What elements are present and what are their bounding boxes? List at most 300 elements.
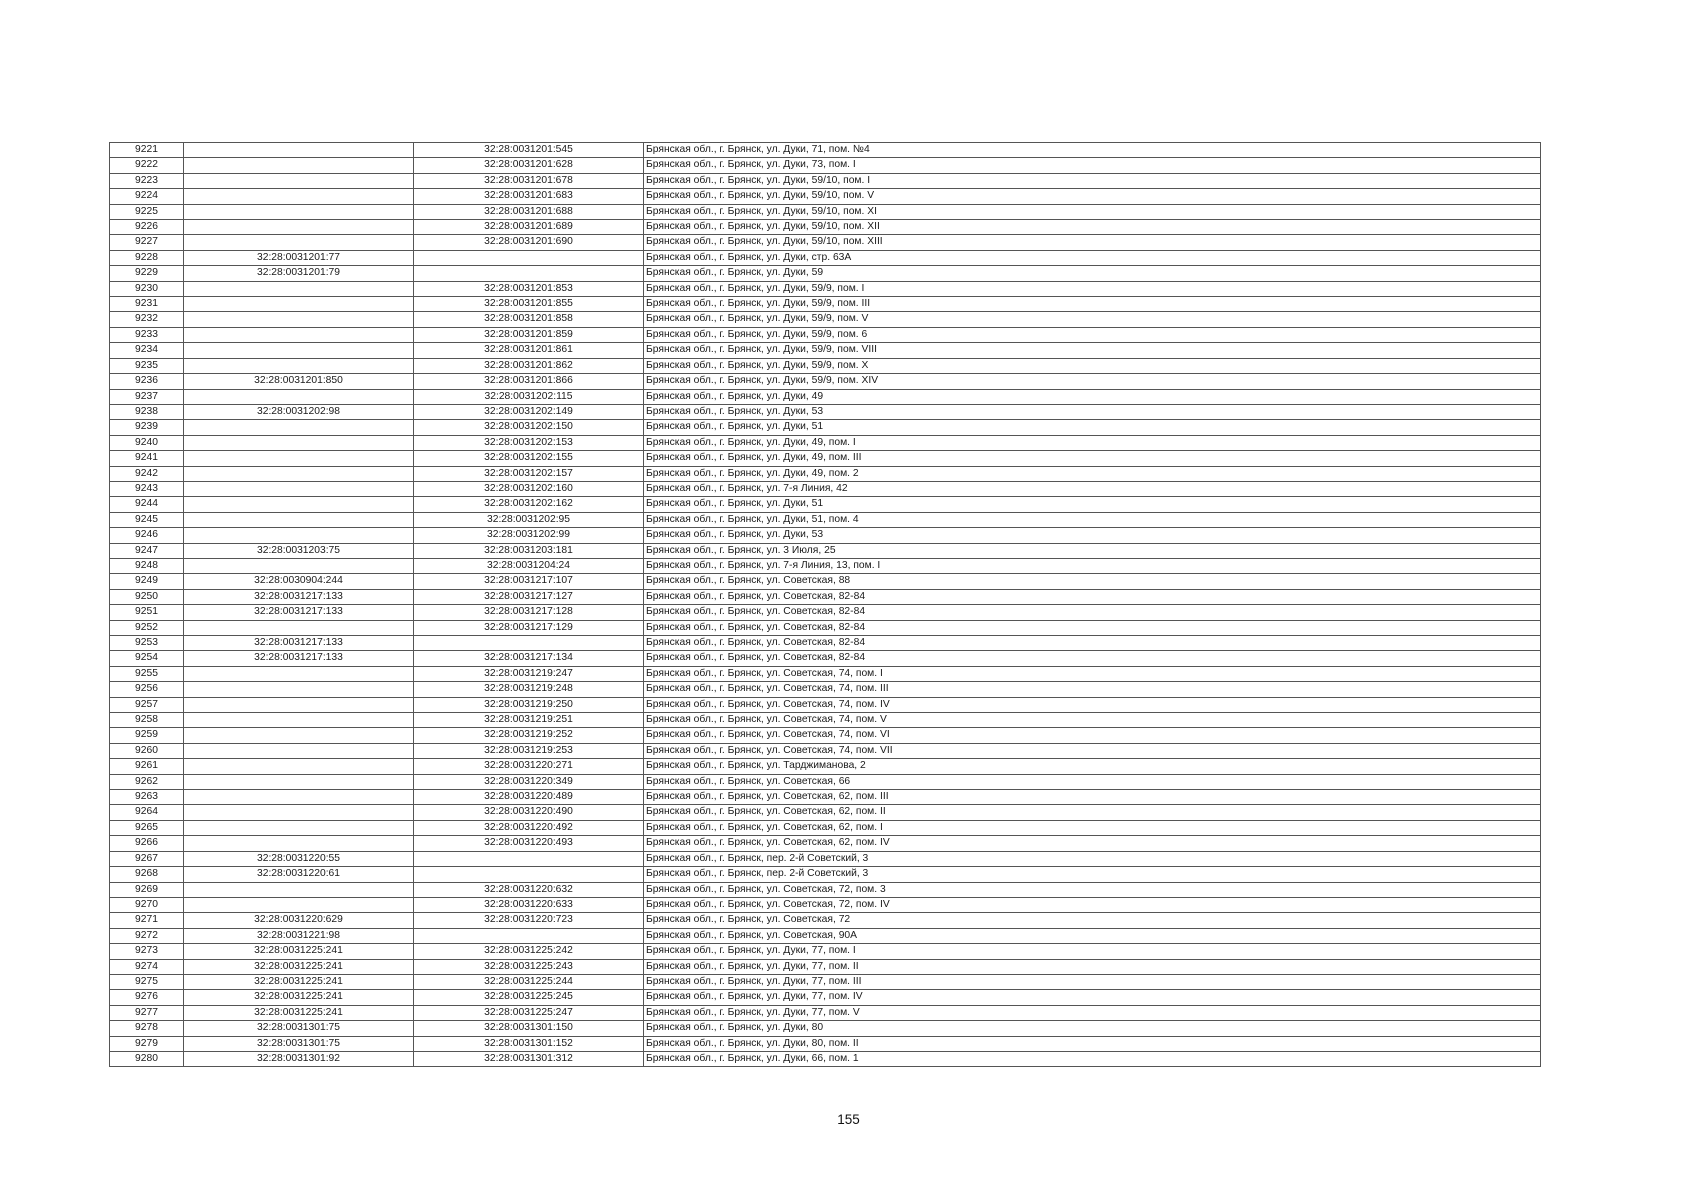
address-cell: Брянская обл., г. Брянск, ул. Дуки, 59/9, пом. 6 bbox=[644, 327, 1541, 342]
cadastral-number-cell bbox=[184, 158, 414, 173]
table-row bbox=[110, 713, 1541, 728]
cadastral-number-cell: 32:28:0031201:850 bbox=[184, 374, 414, 389]
row-number-cell: 9274 bbox=[110, 959, 184, 974]
cadastral-number-cell: 32:28:0031201:77 bbox=[184, 250, 414, 265]
premises-cadastral-number-cell: 32:28:0031202:155 bbox=[414, 451, 644, 466]
premises-cadastral-number-cell: 32:28:0031202:149 bbox=[414, 404, 644, 419]
table-row bbox=[110, 851, 1541, 866]
address-cell: Брянская обл., г. Брянск, ул. Дуки, 77, пом. III bbox=[644, 974, 1541, 989]
row-number-cell: 9277 bbox=[110, 1005, 184, 1020]
premises-cadastral-number-cell: 32:28:0031202:153 bbox=[414, 435, 644, 450]
cadastral-number-cell bbox=[184, 497, 414, 512]
row-number-cell: 9242 bbox=[110, 466, 184, 481]
row-number-cell: 9232 bbox=[110, 312, 184, 327]
premises-cadastral-number-cell: 32:28:0031225:243 bbox=[414, 959, 644, 974]
address-cell: Брянская обл., г. Брянск, ул. Советская, 66 bbox=[644, 774, 1541, 789]
row-number-cell: 9233 bbox=[110, 327, 184, 342]
table-row bbox=[110, 558, 1541, 573]
premises-cadastral-number-cell: 32:28:0031225:244 bbox=[414, 974, 644, 989]
premises-cadastral-number-cell: 32:28:0031201:858 bbox=[414, 312, 644, 327]
premises-cadastral-number-cell: 32:28:0031202:160 bbox=[414, 481, 644, 496]
premises-cadastral-number-cell: 32:28:0031201:628 bbox=[414, 158, 644, 173]
row-number-cell: 9248 bbox=[110, 558, 184, 573]
address-cell: Брянская обл., г. Брянск, ул. Дуки, 59/9, пом. III bbox=[644, 297, 1541, 312]
address-cell: Брянская обл., г. Брянск, ул. Советская, 82-84 bbox=[644, 620, 1541, 635]
premises-cadastral-number-cell: 32:28:0031201:690 bbox=[414, 235, 644, 250]
premises-cadastral-number-cell: 32:28:0031217:129 bbox=[414, 620, 644, 635]
row-number-cell: 9229 bbox=[110, 266, 184, 281]
cadastral-number-cell bbox=[184, 836, 414, 851]
row-number-cell: 9250 bbox=[110, 589, 184, 604]
premises-cadastral-number-cell: 32:28:0031219:251 bbox=[414, 713, 644, 728]
row-number-cell: 9235 bbox=[110, 358, 184, 373]
cadastral-number-cell: 32:28:0031225:241 bbox=[184, 1005, 414, 1020]
cadastral-number-cell bbox=[184, 312, 414, 327]
premises-cadastral-number-cell: 32:28:0031301:152 bbox=[414, 1036, 644, 1051]
address-cell: Брянская обл., г. Брянск, ул. Советская, 74, пом. VII bbox=[644, 743, 1541, 758]
page-number: 155 bbox=[837, 1112, 860, 1127]
row-number-cell: 9243 bbox=[110, 481, 184, 496]
registry-table-body bbox=[110, 143, 1541, 1067]
row-number-cell: 9279 bbox=[110, 1036, 184, 1051]
cadastral-number-cell bbox=[184, 173, 414, 188]
table-row bbox=[110, 250, 1541, 265]
address-cell: Брянская обл., г. Брянск, ул. Дуки, 77, пом. II bbox=[644, 959, 1541, 974]
address-cell: Брянская обл., г. Брянск, ул. Дуки, 59/9, пом. I bbox=[644, 281, 1541, 296]
table-row bbox=[110, 374, 1541, 389]
premises-cadastral-number-cell: 32:28:0031201:855 bbox=[414, 297, 644, 312]
cadastral-number-cell bbox=[184, 481, 414, 496]
premises-cadastral-number-cell bbox=[414, 250, 644, 265]
cadastral-number-cell bbox=[184, 728, 414, 743]
table-row bbox=[110, 235, 1541, 250]
table-row bbox=[110, 728, 1541, 743]
cadastral-number-cell bbox=[184, 790, 414, 805]
row-number-cell: 9226 bbox=[110, 220, 184, 235]
cadastral-number-cell bbox=[184, 235, 414, 250]
address-cell: Брянская обл., г. Брянск, ул. Дуки, 59/9, пом. X bbox=[644, 358, 1541, 373]
premises-cadastral-number-cell: 32:28:0031201:853 bbox=[414, 281, 644, 296]
cadastral-number-cell bbox=[184, 343, 414, 358]
premises-cadastral-number-cell: 32:28:0031225:242 bbox=[414, 944, 644, 959]
table-row bbox=[110, 790, 1541, 805]
table-row bbox=[110, 327, 1541, 342]
table-row bbox=[110, 820, 1541, 835]
table-row bbox=[110, 497, 1541, 512]
table-row bbox=[110, 1021, 1541, 1036]
row-number-cell: 9268 bbox=[110, 867, 184, 882]
row-number-cell: 9270 bbox=[110, 897, 184, 912]
row-number-cell: 9255 bbox=[110, 666, 184, 681]
address-cell: Брянская обл., г. Брянск, ул. 3 Июля, 25 bbox=[644, 543, 1541, 558]
cadastral-number-cell bbox=[184, 666, 414, 681]
address-cell: Брянская обл., г. Брянск, пер. 2-й Советский, 3 bbox=[644, 851, 1541, 866]
address-cell: Брянская обл., г. Брянск, ул. Дуки, 77, пом. V bbox=[644, 1005, 1541, 1020]
premises-cadastral-number-cell bbox=[414, 867, 644, 882]
row-number-cell: 9224 bbox=[110, 189, 184, 204]
row-number-cell: 9228 bbox=[110, 250, 184, 265]
cadastral-number-cell bbox=[184, 143, 414, 158]
table-row bbox=[110, 574, 1541, 589]
table-row bbox=[110, 435, 1541, 450]
premises-cadastral-number-cell: 32:28:0031217:107 bbox=[414, 574, 644, 589]
table-row bbox=[110, 682, 1541, 697]
address-cell: Брянская обл., г. Брянск, ул. Дуки, 49, пом. I bbox=[644, 435, 1541, 450]
address-cell: Брянская обл., г. Брянск, ул. Дуки, стр. 63А bbox=[644, 250, 1541, 265]
table-row bbox=[110, 836, 1541, 851]
cadastral-number-cell: 32:28:0031301:75 bbox=[184, 1021, 414, 1036]
row-number-cell: 9271 bbox=[110, 913, 184, 928]
table-row bbox=[110, 389, 1541, 404]
cadastral-number-cell: 32:28:0031202:98 bbox=[184, 404, 414, 419]
row-number-cell: 9246 bbox=[110, 528, 184, 543]
cadastral-number-cell bbox=[184, 420, 414, 435]
premises-cadastral-number-cell: 32:28:0031301:150 bbox=[414, 1021, 644, 1036]
premises-cadastral-number-cell: 32:28:0031203:181 bbox=[414, 543, 644, 558]
cadastral-number-cell bbox=[184, 713, 414, 728]
table-row bbox=[110, 1036, 1541, 1051]
address-cell: Брянская обл., г. Брянск, ул. Советская, 72, пом. IV bbox=[644, 897, 1541, 912]
cadastral-number-cell bbox=[184, 697, 414, 712]
address-cell: Брянская обл., г. Брянск, ул. Советская, 62, пом. II bbox=[644, 805, 1541, 820]
address-cell: Брянская обл., г. Брянск, ул. 7-я Линия, 13, пом. I bbox=[644, 558, 1541, 573]
table-row bbox=[110, 297, 1541, 312]
table-row bbox=[110, 882, 1541, 897]
table-row bbox=[110, 1051, 1541, 1066]
row-number-cell: 9236 bbox=[110, 374, 184, 389]
address-cell: Брянская обл., г. Брянск, ул. Дуки, 59/10, пом. XIII bbox=[644, 235, 1541, 250]
address-cell: Брянская обл., г. Брянск, ул. Советская, 88 bbox=[644, 574, 1541, 589]
table-row bbox=[110, 990, 1541, 1005]
address-cell: Брянская обл., г. Брянск, ул. Дуки, 80, пом. II bbox=[644, 1036, 1541, 1051]
address-cell: Брянская обл., г. Брянск, ул. Дуки, 77, пом. I bbox=[644, 944, 1541, 959]
cadastral-number-cell bbox=[184, 358, 414, 373]
premises-cadastral-number-cell: 32:28:0031220:490 bbox=[414, 805, 644, 820]
row-number-cell: 9259 bbox=[110, 728, 184, 743]
address-cell: Брянская обл., г. Брянск, ул. Советская, 82-84 bbox=[644, 636, 1541, 651]
address-cell: Брянская обл., г. Брянск, ул. Советская, 62, пом. IV bbox=[644, 836, 1541, 851]
address-cell: Брянская обл., г. Брянск, ул. Дуки, 77, пом. IV bbox=[644, 990, 1541, 1005]
address-cell: Брянская обл., г. Брянск, ул. Дуки, 66, пом. 1 bbox=[644, 1051, 1541, 1066]
address-cell: Брянская обл., г. Брянск, пер. 2-й Советский, 3 bbox=[644, 867, 1541, 882]
row-number-cell: 9266 bbox=[110, 836, 184, 851]
table-row bbox=[110, 481, 1541, 496]
address-cell: Брянская обл., г. Брянск, ул. Дуки, 80 bbox=[644, 1021, 1541, 1036]
address-cell: Брянская обл., г. Брянск, ул. Дуки, 73, пом. I bbox=[644, 158, 1541, 173]
cadastral-number-cell bbox=[184, 805, 414, 820]
premises-cadastral-number-cell: 32:28:0031301:312 bbox=[414, 1051, 644, 1066]
row-number-cell: 9245 bbox=[110, 512, 184, 527]
premises-cadastral-number-cell: 32:28:0031225:245 bbox=[414, 990, 644, 1005]
table-row bbox=[110, 867, 1541, 882]
table-row bbox=[110, 959, 1541, 974]
row-number-cell: 9234 bbox=[110, 343, 184, 358]
address-cell: Брянская обл., г. Брянск, ул. Дуки, 59/10, пом. I bbox=[644, 173, 1541, 188]
row-number-cell: 9262 bbox=[110, 774, 184, 789]
address-cell: Брянская обл., г. Брянск, ул. Советская, 90А bbox=[644, 928, 1541, 943]
table-row bbox=[110, 312, 1541, 327]
row-number-cell: 9257 bbox=[110, 697, 184, 712]
table-row bbox=[110, 897, 1541, 912]
cadastral-number-cell bbox=[184, 281, 414, 296]
table-row bbox=[110, 266, 1541, 281]
address-cell: Брянская обл., г. Брянск, ул. 7-я Линия, 42 bbox=[644, 481, 1541, 496]
cadastral-number-cell bbox=[184, 820, 414, 835]
row-number-cell: 9240 bbox=[110, 435, 184, 450]
table-row bbox=[110, 651, 1541, 666]
row-number-cell: 9269 bbox=[110, 882, 184, 897]
premises-cadastral-number-cell: 32:28:0031220:492 bbox=[414, 820, 644, 835]
address-cell: Брянская обл., г. Брянск, ул. Советская, 74, пом. III bbox=[644, 682, 1541, 697]
cadastral-number-cell: 32:28:0031217:133 bbox=[184, 651, 414, 666]
cadastral-number-cell: 32:28:0031301:75 bbox=[184, 1036, 414, 1051]
row-number-cell: 9239 bbox=[110, 420, 184, 435]
premises-cadastral-number-cell: 32:28:0031220:271 bbox=[414, 759, 644, 774]
cadastral-number-cell: 32:28:0031220:55 bbox=[184, 851, 414, 866]
cadastral-number-cell: 32:28:0031225:241 bbox=[184, 959, 414, 974]
address-cell: Брянская обл., г. Брянск, ул. Советская, 74, пом. I bbox=[644, 666, 1541, 681]
premises-cadastral-number-cell: 32:28:0031219:250 bbox=[414, 697, 644, 712]
row-number-cell: 9241 bbox=[110, 451, 184, 466]
table-row bbox=[110, 697, 1541, 712]
address-cell: Брянская обл., г. Брянск, ул. Дуки, 49, пом. III bbox=[644, 451, 1541, 466]
cadastral-number-cell bbox=[184, 759, 414, 774]
premises-cadastral-number-cell: 32:28:0031201:862 bbox=[414, 358, 644, 373]
row-number-cell: 9237 bbox=[110, 389, 184, 404]
cadastral-number-cell bbox=[184, 327, 414, 342]
row-number-cell: 9267 bbox=[110, 851, 184, 866]
premises-cadastral-number-cell: 32:28:0031219:248 bbox=[414, 682, 644, 697]
table-row bbox=[110, 974, 1541, 989]
cadastral-number-cell bbox=[184, 774, 414, 789]
table-row bbox=[110, 913, 1541, 928]
address-cell: Брянская обл., г. Брянск, ул. Дуки, 51 bbox=[644, 497, 1541, 512]
table-row bbox=[110, 774, 1541, 789]
cadastral-number-cell bbox=[184, 466, 414, 481]
premises-cadastral-number-cell: 32:28:0031219:252 bbox=[414, 728, 644, 743]
cadastral-number-cell: 32:28:0031301:92 bbox=[184, 1051, 414, 1066]
address-cell: Брянская обл., г. Брянск, ул. Советская, 72, пом. 3 bbox=[644, 882, 1541, 897]
address-cell: Брянская обл., г. Брянск, ул. Дуки, 59/9, пом. VIII bbox=[644, 343, 1541, 358]
cadastral-number-cell bbox=[184, 528, 414, 543]
premises-cadastral-number-cell: 32:28:0031202:115 bbox=[414, 389, 644, 404]
premises-cadastral-number-cell: 32:28:0031202:162 bbox=[414, 497, 644, 512]
premises-cadastral-number-cell: 32:28:0031220:633 bbox=[414, 897, 644, 912]
address-cell: Брянская обл., г. Брянск, ул. Тарджиманова, 2 bbox=[644, 759, 1541, 774]
premises-cadastral-number-cell: 32:28:0031202:157 bbox=[414, 466, 644, 481]
table-row bbox=[110, 620, 1541, 635]
premises-cadastral-number-cell: 32:28:0031202:99 bbox=[414, 528, 644, 543]
premises-cadastral-number-cell: 32:28:0031217:128 bbox=[414, 605, 644, 620]
premises-cadastral-number-cell: 32:28:0031219:247 bbox=[414, 666, 644, 681]
table-row bbox=[110, 928, 1541, 943]
premises-cadastral-number-cell: 32:28:0031204:24 bbox=[414, 558, 644, 573]
row-number-cell: 9223 bbox=[110, 173, 184, 188]
table-row bbox=[110, 466, 1541, 481]
table-row bbox=[110, 404, 1541, 419]
address-cell: Брянская обл., г. Брянск, ул. Дуки, 59/10, пом. XI bbox=[644, 204, 1541, 219]
row-number-cell: 9227 bbox=[110, 235, 184, 250]
premises-cadastral-number-cell: 32:28:0031201:859 bbox=[414, 327, 644, 342]
row-number-cell: 9230 bbox=[110, 281, 184, 296]
row-number-cell: 9264 bbox=[110, 805, 184, 820]
row-number-cell: 9261 bbox=[110, 759, 184, 774]
address-cell: Брянская обл., г. Брянск, ул. Дуки, 53 bbox=[644, 404, 1541, 419]
address-cell: Брянская обл., г. Брянск, ул. Дуки, 59/9, пом. XIV bbox=[644, 374, 1541, 389]
premises-cadastral-number-cell bbox=[414, 266, 644, 281]
row-number-cell: 9249 bbox=[110, 574, 184, 589]
address-cell: Брянская обл., г. Брянск, ул. Дуки, 59/9, пом. V bbox=[644, 312, 1541, 327]
row-number-cell: 9256 bbox=[110, 682, 184, 697]
table-row bbox=[110, 343, 1541, 358]
address-cell: Брянская обл., г. Брянск, ул. Советская, 82-84 bbox=[644, 605, 1541, 620]
registry-table bbox=[109, 142, 1541, 1067]
premises-cadastral-number-cell: 32:28:0031201:683 bbox=[414, 189, 644, 204]
premises-cadastral-number-cell: 32:28:0031201:688 bbox=[414, 204, 644, 219]
cadastral-number-cell bbox=[184, 297, 414, 312]
premises-cadastral-number-cell bbox=[414, 636, 644, 651]
address-cell: Брянская обл., г. Брянск, ул. Дуки, 59/10, пом. V bbox=[644, 189, 1541, 204]
cadastral-number-cell bbox=[184, 620, 414, 635]
address-cell: Брянская обл., г. Брянск, ул. Советская, 82-84 bbox=[644, 651, 1541, 666]
row-number-cell: 9231 bbox=[110, 297, 184, 312]
cadastral-number-cell: 32:28:0031201:79 bbox=[184, 266, 414, 281]
cadastral-number-cell: 32:28:0031225:241 bbox=[184, 944, 414, 959]
table-row bbox=[110, 420, 1541, 435]
row-number-cell: 9221 bbox=[110, 143, 184, 158]
row-number-cell: 9278 bbox=[110, 1021, 184, 1036]
cadastral-number-cell bbox=[184, 882, 414, 897]
table-row bbox=[110, 281, 1541, 296]
cadastral-number-cell bbox=[184, 204, 414, 219]
cadastral-number-cell: 32:28:0031217:133 bbox=[184, 589, 414, 604]
premises-cadastral-number-cell: 32:28:0031201:861 bbox=[414, 343, 644, 358]
table-row bbox=[110, 605, 1541, 620]
premises-cadastral-number-cell: 32:28:0031220:489 bbox=[414, 790, 644, 805]
address-cell: Брянская обл., г. Брянск, ул. Советская, 74, пом. V bbox=[644, 713, 1541, 728]
premises-cadastral-number-cell: 32:28:0031217:127 bbox=[414, 589, 644, 604]
cadastral-number-cell bbox=[184, 558, 414, 573]
row-number-cell: 9276 bbox=[110, 990, 184, 1005]
cadastral-number-cell: 32:28:0031217:133 bbox=[184, 605, 414, 620]
premises-cadastral-number-cell: 32:28:0031202:150 bbox=[414, 420, 644, 435]
premises-cadastral-number-cell: 32:28:0031201:545 bbox=[414, 143, 644, 158]
table-row bbox=[110, 451, 1541, 466]
cadastral-number-cell: 32:28:0031220:61 bbox=[184, 867, 414, 882]
address-cell: Брянская обл., г. Брянск, ул. Советская, 62, пом. III bbox=[644, 790, 1541, 805]
premises-cadastral-number-cell bbox=[414, 928, 644, 943]
table-row bbox=[110, 589, 1541, 604]
address-cell: Брянская обл., г. Брянск, ул. Дуки, 59/10, пом. XII bbox=[644, 220, 1541, 235]
cadastral-number-cell bbox=[184, 189, 414, 204]
row-number-cell: 9254 bbox=[110, 651, 184, 666]
table-row bbox=[110, 944, 1541, 959]
cadastral-number-cell: 32:28:0031221:98 bbox=[184, 928, 414, 943]
cadastral-number-cell bbox=[184, 451, 414, 466]
table-row bbox=[110, 143, 1541, 158]
address-cell: Брянская обл., г. Брянск, ул. Советская, 62, пом. I bbox=[644, 820, 1541, 835]
row-number-cell: 9222 bbox=[110, 158, 184, 173]
row-number-cell: 9275 bbox=[110, 974, 184, 989]
cadastral-number-cell: 32:28:0031217:133 bbox=[184, 636, 414, 651]
premises-cadastral-number-cell: 32:28:0031201:689 bbox=[414, 220, 644, 235]
address-cell: Брянская обл., г. Брянск, ул. Дуки, 51 bbox=[644, 420, 1541, 435]
address-cell: Брянская обл., г. Брянск, ул. Дуки, 59 bbox=[644, 266, 1541, 281]
row-number-cell: 9272 bbox=[110, 928, 184, 943]
table-row bbox=[110, 805, 1541, 820]
table-row bbox=[110, 528, 1541, 543]
table-row bbox=[110, 158, 1541, 173]
address-cell: Брянская обл., г. Брянск, ул. Советская, 74, пом. IV bbox=[644, 697, 1541, 712]
premises-cadastral-number-cell: 32:28:0031201:678 bbox=[414, 173, 644, 188]
address-cell: Брянская обл., г. Брянск, ул. Дуки, 53 bbox=[644, 528, 1541, 543]
premises-cadastral-number-cell: 32:28:0031217:134 bbox=[414, 651, 644, 666]
table-row bbox=[110, 743, 1541, 758]
cadastral-number-cell bbox=[184, 512, 414, 527]
premises-cadastral-number-cell: 32:28:0031220:493 bbox=[414, 836, 644, 851]
row-number-cell: 9265 bbox=[110, 820, 184, 835]
premises-cadastral-number-cell: 32:28:0031225:247 bbox=[414, 1005, 644, 1020]
row-number-cell: 9251 bbox=[110, 605, 184, 620]
address-cell: Брянская обл., г. Брянск, ул. Дуки, 49 bbox=[644, 389, 1541, 404]
cadastral-number-cell: 32:28:0031225:241 bbox=[184, 990, 414, 1005]
table-row bbox=[110, 173, 1541, 188]
table-row bbox=[110, 189, 1541, 204]
address-cell: Брянская обл., г. Брянск, ул. Советская, 72 bbox=[644, 913, 1541, 928]
cadastral-number-cell bbox=[184, 389, 414, 404]
cadastral-number-cell bbox=[184, 682, 414, 697]
table-row bbox=[110, 636, 1541, 651]
table-row bbox=[110, 512, 1541, 527]
premises-cadastral-number-cell bbox=[414, 851, 644, 866]
row-number-cell: 9252 bbox=[110, 620, 184, 635]
cadastral-number-cell: 32:28:0030904:244 bbox=[184, 574, 414, 589]
cadastral-number-cell: 32:28:0031225:241 bbox=[184, 974, 414, 989]
premises-cadastral-number-cell: 32:28:0031220:723 bbox=[414, 913, 644, 928]
row-number-cell: 9263 bbox=[110, 790, 184, 805]
premises-cadastral-number-cell: 32:28:0031220:349 bbox=[414, 774, 644, 789]
cadastral-number-cell: 32:28:0031203:75 bbox=[184, 543, 414, 558]
cadastral-number-cell bbox=[184, 220, 414, 235]
table-row bbox=[110, 1005, 1541, 1020]
row-number-cell: 9260 bbox=[110, 743, 184, 758]
row-number-cell: 9280 bbox=[110, 1051, 184, 1066]
row-number-cell: 9273 bbox=[110, 944, 184, 959]
row-number-cell: 9253 bbox=[110, 636, 184, 651]
cadastral-number-cell bbox=[184, 435, 414, 450]
premises-cadastral-number-cell: 32:28:0031219:253 bbox=[414, 743, 644, 758]
table-row bbox=[110, 220, 1541, 235]
table-row bbox=[110, 759, 1541, 774]
premises-cadastral-number-cell: 32:28:0031220:632 bbox=[414, 882, 644, 897]
row-number-cell: 9244 bbox=[110, 497, 184, 512]
address-cell: Брянская обл., г. Брянск, ул. Дуки, 51, пом. 4 bbox=[644, 512, 1541, 527]
address-cell: Брянская обл., г. Брянск, ул. Дуки, 49, пом. 2 bbox=[644, 466, 1541, 481]
row-number-cell: 9238 bbox=[110, 404, 184, 419]
table-row bbox=[110, 666, 1541, 681]
row-number-cell: 9258 bbox=[110, 713, 184, 728]
row-number-cell: 9225 bbox=[110, 204, 184, 219]
cadastral-number-cell bbox=[184, 743, 414, 758]
address-cell: Брянская обл., г. Брянск, ул. Советская, 82-84 bbox=[644, 589, 1541, 604]
table-row bbox=[110, 204, 1541, 219]
premises-cadastral-number-cell: 32:28:0031202:95 bbox=[414, 512, 644, 527]
cadastral-number-cell: 32:28:0031220:629 bbox=[184, 913, 414, 928]
table-row bbox=[110, 358, 1541, 373]
address-cell: Брянская обл., г. Брянск, ул. Советская, 74, пом. VI bbox=[644, 728, 1541, 743]
row-number-cell: 9247 bbox=[110, 543, 184, 558]
address-cell: Брянская обл., г. Брянск, ул. Дуки, 71, пом. №4 bbox=[644, 143, 1541, 158]
